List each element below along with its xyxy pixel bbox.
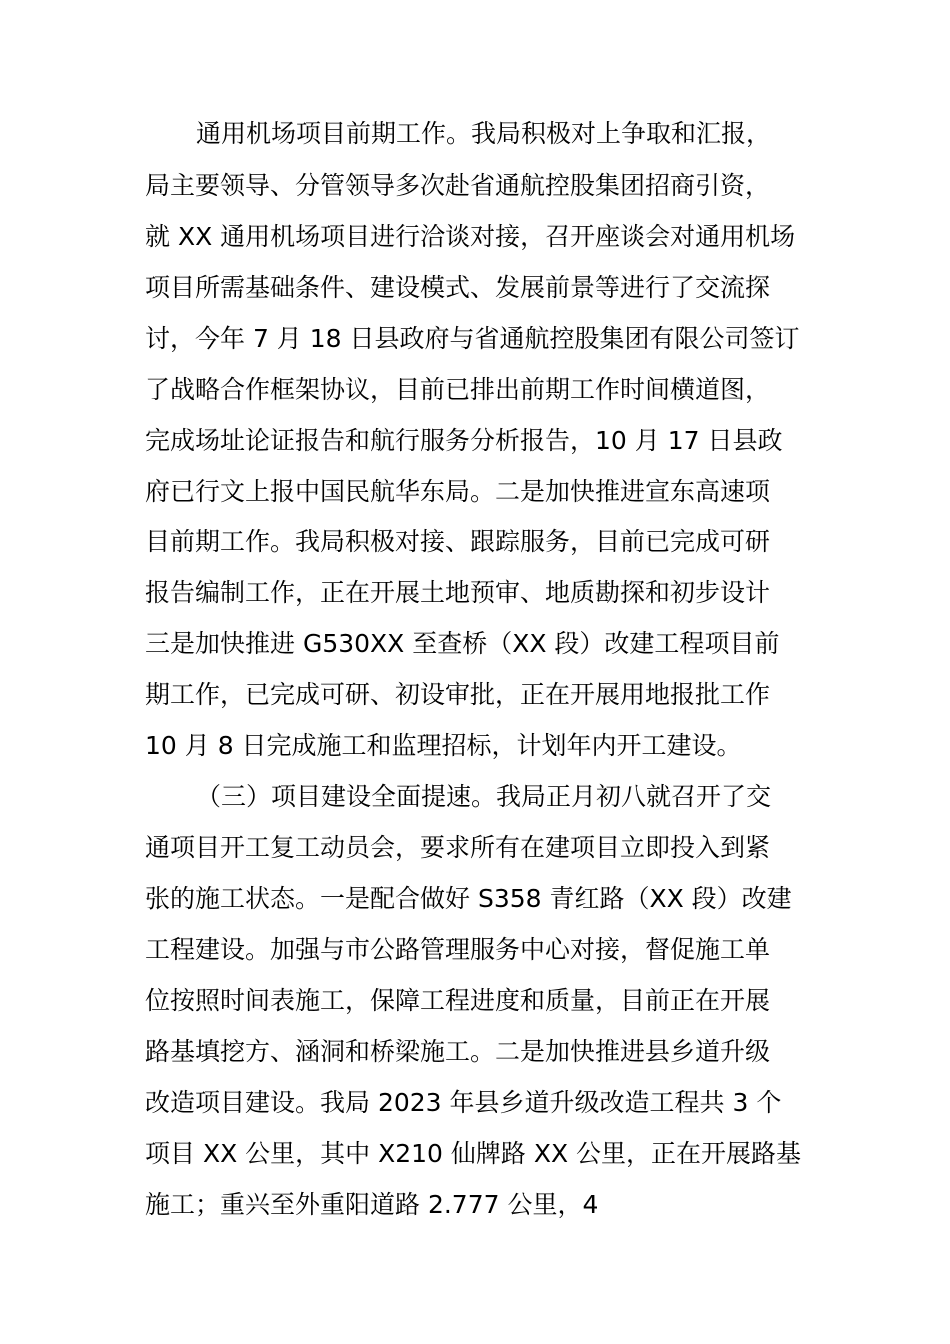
paragraph-line: 就 XX 通用机场项目进行洽谈对接，召开座谈会对通用机场 [145,222,796,251]
paragraph-line: 路基填挖方、涵洞和桥梁施工。二是加快推进县乡道升级 [145,1037,771,1066]
paragraph-line: 工程建设。加强与市公路管理服务中心对接，督促施工单 [145,935,771,964]
paragraph-line: 期工作，已完成可研、初设审批，正在开展用地报批工作 [145,680,771,709]
paragraph-line: 项目所需基础条件、建设模式、发展前景等进行了交流探 [145,273,771,302]
paragraph-line: 项目 XX 公里，其中 X210 仙牌路 XX 公里，正在开展路基 [145,1139,802,1168]
paragraph-line: 改造项目建设。我局 2023 年县乡道升级改造工程共 3 个 [145,1088,782,1117]
paragraph-line: 了战略合作框架协议，目前已排出前期工作时间横道图， [145,375,771,404]
paragraph-line: 三是加快推进 G530XX 至查桥（XX 段）改建工程项目前 [145,629,780,658]
paragraph-line: 讨，今年 7 月 18 日县政府与省通航控股集团有限公司签订 [145,324,800,353]
paragraph-line: 局主要领导、分管领导多次赴省通航控股集团招商引资， [145,171,771,200]
paragraph-line: 完成场址论证报告和航行服务分析报告，10 月 17 日县政 [145,426,783,455]
paragraph-line: 通用机场项目前期工作。我局积极对上争取和汇报， [196,119,772,148]
paragraph-line: 目前期工作。我局积极对接、跟踪服务，目前已完成可研 [145,527,771,556]
paragraph-line: 报告编制工作，正在开展土地预审、地质勘探和初步设计 [145,578,771,607]
paragraph-line: 通项目开工复工动员会，要求所有在建项目立即投入到紧 [145,833,771,862]
paragraph-line: 府已行文上报中国民航华东局。二是加快推进宣东高速项 [145,477,771,506]
paragraph-line: 施工；重兴至外重阳道路 2.777 公里，4 [145,1190,599,1219]
paragraph-line: 张的施工状态。一是配合做好 S358 青红路（XX 段）改建 [145,884,792,913]
section-heading-line: （三）项目建设全面提速。我局正月初八就召开了交 [196,782,772,811]
paragraph-line: 10 月 8 日完成施工和监理招标，计划年内开工建设。 [145,731,742,760]
paragraph-line: 位按照时间表施工，保障工程进度和质量，目前正在开展 [145,986,771,1015]
